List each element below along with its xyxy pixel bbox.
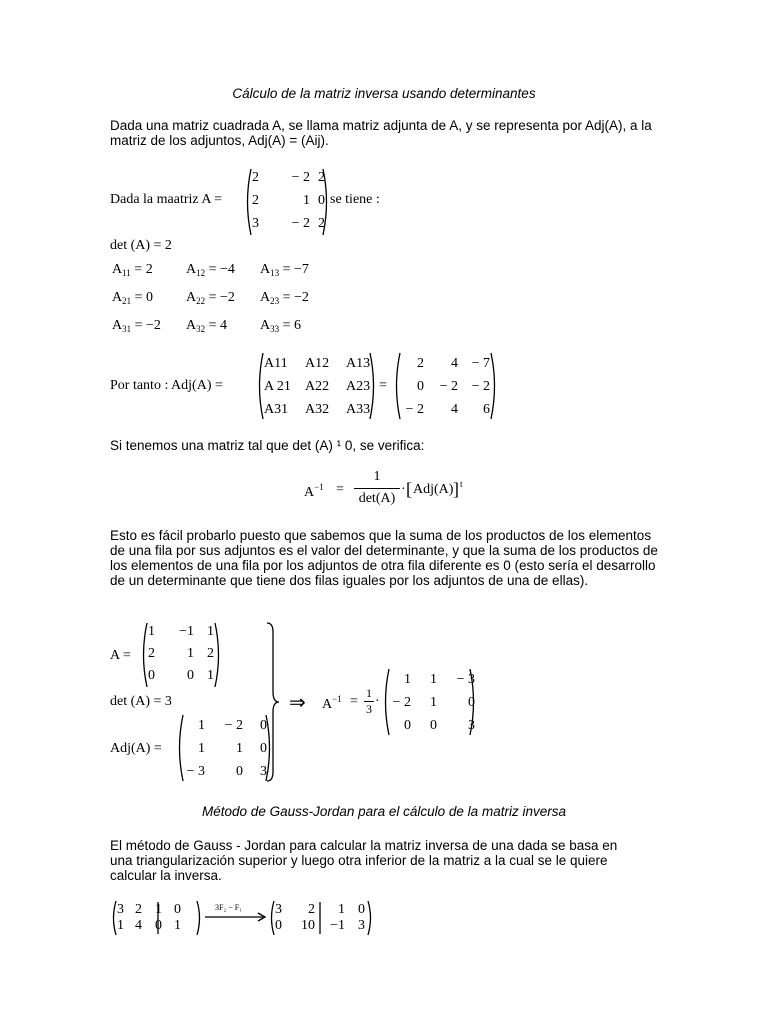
cell: 4	[451, 356, 458, 371]
cell: − 7	[471, 356, 490, 371]
cofactor: $A_{23} = -2$	[260, 290, 309, 306]
row-operation-arrow	[205, 913, 267, 921]
cell: − 3	[456, 672, 475, 687]
cell: 1	[207, 624, 214, 639]
cell: − 2	[392, 695, 411, 710]
cell: 1	[430, 695, 437, 710]
example1-lead: Dada la maatriz A =	[110, 192, 223, 207]
cell: 2	[252, 193, 259, 208]
inverse-label: $A^{-1}$	[322, 694, 342, 712]
example1-trail: se tiene :	[330, 192, 380, 207]
cell: 1	[198, 741, 205, 756]
cell: 6	[483, 402, 490, 417]
cell: 0	[155, 918, 162, 933]
cell: 2	[318, 216, 325, 231]
cell: A33	[346, 402, 371, 417]
cell: 0	[318, 193, 325, 208]
inverse-equals: =	[350, 694, 358, 709]
cell: 1	[303, 193, 310, 208]
cell: − 2	[439, 379, 458, 394]
cofactor: $A_{32} = 4$	[186, 318, 228, 334]
cofactor: $A_{11} = 2$	[112, 262, 153, 278]
section-heading: Cálculo de la matriz inversa usando determinantes	[232, 86, 536, 101]
cell: − 3	[186, 764, 205, 779]
adj-num-right-bracket	[490, 352, 500, 420]
equals-sign: =	[379, 378, 387, 393]
cell: 1	[404, 672, 411, 687]
gauss-paragraph: El método de Gauss - Jordan para calcular la matriz inversa de una dada se basa en una triangularización superior y luego otra inferior de la matriz a la cual se le quiere calcular la inversa.	[110, 838, 618, 883]
cell: − 2	[471, 379, 490, 394]
cell: 3	[275, 902, 282, 917]
cell: 2	[148, 646, 155, 661]
cell: 1	[198, 718, 205, 733]
gauss-left-matrix	[117, 902, 181, 933]
cell: A 21	[264, 379, 291, 394]
cofactor: $A_{33} = 6$	[260, 318, 302, 334]
intro-paragraph: Dada una matriz cuadrada A, se llama matriz adjunta de A, y se representa por Adj(A), a la matriz de los adjuntos, Adj(A) = (Aij).	[110, 118, 652, 148]
cell: A13	[346, 356, 371, 371]
cell: −1	[330, 918, 345, 933]
cell: 0	[404, 718, 411, 733]
cofactor: $A_{31} = -2$	[112, 318, 161, 334]
cell: A32	[305, 402, 330, 417]
cell: 1	[338, 902, 345, 917]
cell: − 2	[405, 402, 424, 417]
cell: 3	[117, 902, 124, 917]
cell: 0	[417, 379, 424, 394]
cell: − 2	[224, 718, 243, 733]
cell: A11	[264, 356, 288, 371]
adj-right-bracket	[369, 352, 379, 420]
cofactor: $A_{21} = 0$	[112, 290, 154, 306]
explanation-paragraph: Esto es fácil probarlo puesto que sabemos que la suma de los productos de los elementos de una fila por sus adjuntos es el valor del determinante, y que la suma de los productos de los elementos de una fila por los adjuntos de otra fila diferente es 0 (esto sería el desarrollo de un determinante que tiene dos filas iguales por los adjuntos de una de ellas).	[110, 528, 658, 588]
det-line: det (A) = 3	[110, 694, 172, 709]
cell: 4	[135, 918, 142, 933]
cell: 1	[174, 918, 181, 933]
adj2-matrix	[180, 718, 267, 780]
fraction-dot: ·	[375, 694, 380, 709]
cofactor: $A_{22} = -2$	[186, 290, 235, 306]
implies-arrow: ⇒	[289, 692, 306, 714]
cofactor: $A_{13} = -7$	[260, 262, 309, 278]
cell: 0	[187, 668, 194, 683]
cofactor-table	[112, 261, 340, 338]
cell: 4	[451, 402, 458, 417]
cell: −1	[179, 624, 194, 639]
right-curly-brace	[266, 622, 280, 782]
cell: 0	[148, 668, 155, 683]
adj-label: Adj(A) =	[110, 741, 162, 756]
cell: 0	[260, 741, 267, 756]
cell: A12	[305, 356, 330, 371]
gauss-left-close-bracket	[196, 900, 204, 936]
cell: 3	[260, 764, 267, 779]
cell: 1	[430, 672, 437, 687]
por-tanto-label: Por tanto : Adj(A) =	[110, 378, 223, 393]
cell: − 2	[291, 170, 310, 185]
cell: 1	[207, 668, 214, 683]
cell: 0	[275, 918, 282, 933]
cell: A22	[305, 379, 330, 394]
cell: 2	[318, 170, 325, 185]
inverse-matrix	[384, 672, 475, 734]
gauss-heading: Método de Gauss-Jordan para el cálculo de la matriz inversa	[202, 804, 566, 819]
cell: A31	[264, 402, 289, 417]
cell: 0	[358, 902, 365, 917]
a-matrix	[148, 624, 214, 684]
cell: 2	[417, 356, 424, 371]
cofactor: $A_{12} = -4$	[186, 262, 235, 278]
a-right-bracket	[214, 622, 224, 688]
cell: 0	[260, 718, 267, 733]
adj-symbolic-matrix	[264, 356, 382, 418]
adj-numeric-matrix	[398, 356, 490, 418]
determinant-line: det (A) = 2	[110, 238, 172, 253]
cell: 1	[236, 741, 243, 756]
cell: 2	[207, 646, 214, 661]
cell: 2	[252, 170, 259, 185]
cell: 0	[468, 695, 475, 710]
a-label: A =	[110, 648, 131, 663]
cell: 2	[308, 902, 315, 917]
cell: 1	[155, 902, 162, 917]
row-operation-label: 3F₂ − F₁	[215, 903, 242, 912]
cell: 1	[187, 646, 194, 661]
cell: 10	[301, 918, 315, 933]
gauss-right-close-bracket	[367, 900, 375, 936]
cell: − 2	[291, 216, 310, 231]
condition-text: Si tenemos una matriz tal que det (A) ¹ 0, se verifica:	[110, 438, 425, 453]
inv-right-bracket	[469, 668, 479, 736]
cell: 0	[430, 718, 437, 733]
cell: 3	[358, 918, 365, 933]
cell: 0	[236, 764, 243, 779]
cell: 3	[252, 216, 259, 231]
cell: 1	[148, 624, 155, 639]
cell: 2	[135, 902, 142, 917]
cell: 0	[174, 902, 181, 917]
gauss-right-divider	[319, 902, 321, 934]
cell: 1	[117, 918, 124, 933]
gauss-left-divider	[157, 902, 159, 934]
cell: A23	[346, 379, 371, 394]
cell: 3	[468, 718, 475, 733]
